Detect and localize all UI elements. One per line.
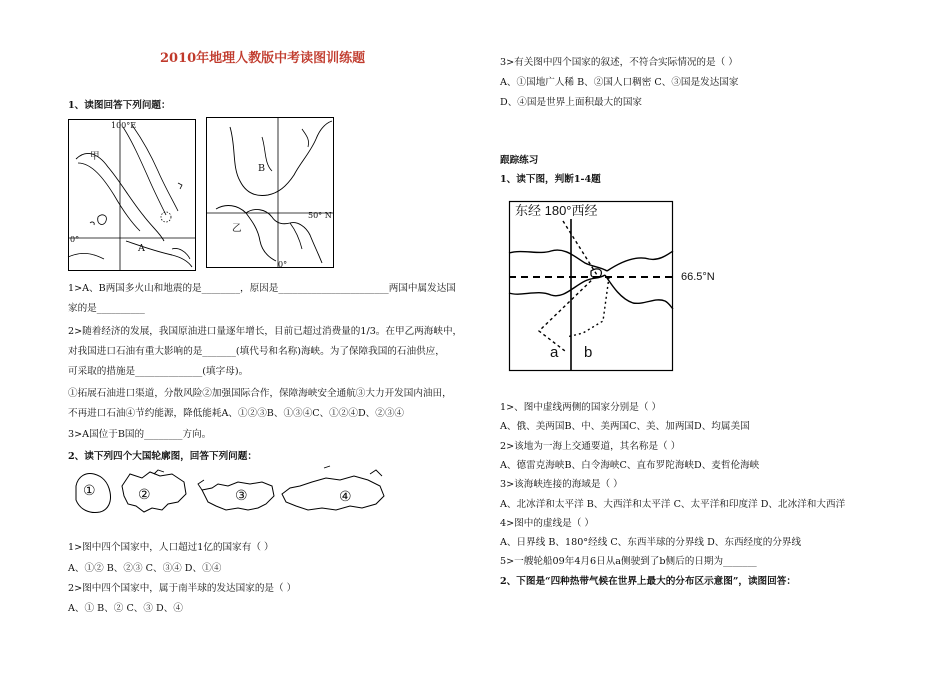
map-b-label: b bbox=[584, 344, 593, 361]
map-top-label: 东经 180°西经 bbox=[515, 203, 598, 218]
map1-jia-label: 甲 bbox=[90, 151, 100, 162]
southeast-asia-map bbox=[68, 119, 196, 271]
follow-line-2: A、俄、美两国B、中、美两国C、美、加两国D、均属美国 bbox=[500, 421, 750, 432]
follow-line-8: A、日界线 B、180°经线 C、东西半球的分界线 D、东西经度的分界线 bbox=[500, 537, 802, 548]
q2-line-1: 1>图中四个国家中，人口超过1亿的国家有（ ） bbox=[68, 542, 274, 553]
q1-line-1: 1>A、B两国多火山和地震的是________，原因是_______________________两国中属发达国 bbox=[68, 283, 456, 294]
q2-line-2: A、①② B、②③ C、③④ D、①④ bbox=[68, 563, 222, 574]
outline-number-3: ③ bbox=[235, 488, 248, 504]
q1-line-7: 不再进口石油④节约能源，降低能耗A、①②③B、①③④C、①②④D、②③④ bbox=[68, 408, 405, 419]
q1-line-4: 对我国进口石油有重大影响的是_______(填代号和名称)海峡。为了保障我国的石油供应， bbox=[68, 346, 445, 357]
map-lat-label: 66.5°N bbox=[681, 271, 715, 283]
q2-heading: 2、读下列四个大国轮廓图，回答下列问题： bbox=[68, 451, 257, 462]
follow-up-heading: 跟踪练习 bbox=[500, 155, 539, 166]
outline-number-2: ② bbox=[138, 487, 151, 503]
follow-line-3: 2>该地为一海上交通要道，其名称是（ ） bbox=[500, 441, 681, 452]
follow-line-1: 1>、图中虚线两侧的国家分别是（ ） bbox=[500, 402, 662, 413]
q1-line-6: ①拓展石油进口渠道，分散风险②加强国际合作，保障海峡安全通航③大力开发国内油田， bbox=[68, 388, 452, 399]
follow-line-7: 4>图中的虚线是（ ） bbox=[500, 518, 594, 529]
map1-zero-label: 0° bbox=[70, 235, 80, 244]
q1-heading: 1、读图回答下列问题： bbox=[68, 100, 171, 111]
map2-yi-label: 乙 bbox=[232, 223, 242, 234]
africa-europe-map bbox=[206, 117, 334, 268]
q1-line-2: 家的是__________ bbox=[68, 303, 145, 314]
follow-q2-heading: 2、下图是“四种热带气候在世界上最大的分布区示意图”，读图回答： bbox=[500, 576, 796, 587]
map-a-label: a bbox=[550, 344, 559, 361]
q1-line-3: 2>随着经济的发展，我国原油进口量逐年增长，目前已超过消费量的1/3。在甲乙两海峡中， bbox=[68, 326, 463, 337]
q3-line-3: D、④国是世界上面积最大的国家 bbox=[500, 97, 643, 108]
map1-lon-label: 100°E bbox=[111, 121, 137, 130]
outline-number-4: ④ bbox=[339, 489, 352, 505]
q3-line-2: A、①国地广人稀 B、②国人口稠密 C、③国是发达国家 bbox=[500, 77, 739, 88]
q1-line-5: 可采取的措施是______________(填字母)。 bbox=[68, 366, 249, 377]
follow-q1-heading: 1、读下图，判断1-4题 bbox=[500, 174, 601, 185]
q1-line-8: 3>A国位于B国的________方向。 bbox=[68, 429, 212, 440]
map2-lat-label: 50° N bbox=[308, 211, 332, 220]
outline-number-1: ① bbox=[83, 483, 96, 499]
follow-line-4: A、德雷克海峡B、白令海峡C、直布罗陀海峡D、麦哲伦海峡 bbox=[500, 460, 760, 471]
page-title: 2010年地理人教版中考读图训练题 bbox=[160, 51, 366, 66]
q2-line-3: 2>图中四个国家中，属于南半球的发达国家的是（ ） bbox=[68, 583, 297, 594]
follow-line-9: 5>一艘轮船09年4月6日从a侧驶到了b侧后的日期为_______ bbox=[500, 556, 757, 567]
map2-b-label: B bbox=[258, 163, 266, 174]
q3-line-1: 3>有关图中四个国家的叙述，不符合实际情况的是（ ） bbox=[500, 57, 738, 68]
follow-line-6: A、北冰洋和太平洋 B、大西洋和太平洋 C、太平洋和印度洋 D、北冰洋和大西洋 bbox=[500, 499, 846, 510]
follow-line-5: 3>该海峡连接的海域是（ ） bbox=[500, 479, 623, 490]
map1-a-label: A bbox=[138, 243, 145, 254]
q2-line-4: A、① B、② C、③ D、④ bbox=[68, 603, 183, 614]
map2-zero-label: 0° bbox=[278, 260, 288, 269]
